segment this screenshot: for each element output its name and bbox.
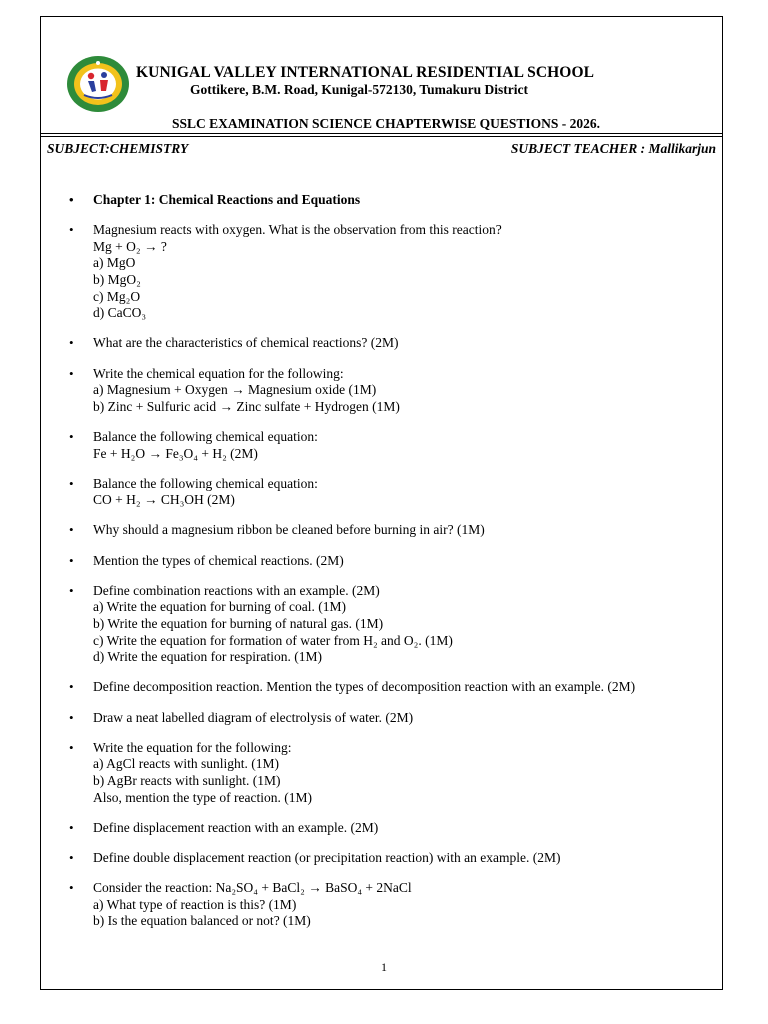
subject-label: SUBJECT:CHEMISTRY: [47, 141, 189, 156]
exam-title: SSLC EXAMINATION SCIENCE CHAPTERWISE QUESTIONS - 2026.: [172, 116, 600, 131]
page-number: 1: [381, 960, 387, 974]
question-1: • Magnesium reacts with oxygen. What is the observation from this reaction? Mg + O₂ → ? a) MgO b) MgO₂ c) Mg₂O d) CaCO₃: [66, 222, 726, 322]
question-12: • Define displacement reaction with an example. (2M): [66, 820, 726, 837]
question-6: • Why should a magnesium ribbon be cleaned before burning in air? (1M): [66, 522, 726, 539]
header-divider-bottom: [40, 136, 723, 137]
question-11: • Write the equation for the following: a) AgCl reacts with sunlight. (1M) b) AgBr reacts with sunlight. (1M) Also, mention the type of reaction. (1M): [66, 740, 726, 806]
question-4: • Balance the following chemical equation: Fe + H₂O → Fe₃O₄ + H₂ (2M): [66, 429, 726, 462]
header-divider-top: [40, 133, 723, 134]
question-5: • Balance the following chemical equation: CO + H₂ → CH₃OH (2M): [66, 476, 726, 509]
school-logo: [66, 55, 130, 113]
question-14: • Consider the reaction: Na₂SO₄ + BaCl₂ → BaSO₄ + 2NaCl a) What type of reaction is this? (1M) b) Is the equation balanced or not? (1M): [66, 880, 726, 930]
school-address: Gottikere, B.M. Road, Kunigal-572130, Tumakuru District: [190, 82, 529, 97]
school-name: KUNIGAL VALLEY INTERNATIONAL RESIDENTIAL SCHOOL: [136, 64, 595, 81]
question-3: • Write the chemical equation for the following: a) Magnesium + Oxygen → Magnesium oxide (1M) b) Zinc + Sulfuric acid → Zinc sulfate + Hydrogen (1M): [66, 366, 726, 416]
teacher-label: SUBJECT TEACHER : Mallikarjun: [510, 141, 716, 156]
question-list: [66, 192, 726, 930]
question-10: • Draw a neat labelled diagram of electrolysis of water. (2M): [66, 710, 726, 727]
question-8: • Define combination reactions with an example. (2M) a) Write the equation for burning of coal. (1M) b) Write the equation for burning of natural gas. (1M) c) Write the equation for formation of water from H₂ and O₂. (1M) d) Write the equation for respiration. (1M): [66, 583, 726, 666]
question-7: • Mention the types of chemical reactions. (2M): [66, 553, 726, 570]
question-13: • Define double displacement reaction (or precipitation reaction) with an example. (2M): [66, 850, 726, 867]
question-2: • What are the characteristics of chemical reactions? (2M): [66, 335, 726, 352]
chapter-heading: • Chapter 1: Chemical Reactions and Equations: [66, 192, 726, 209]
question-9: • Define decomposition reaction. Mention the types of decomposition reaction with an example. (2M): [66, 679, 726, 696]
